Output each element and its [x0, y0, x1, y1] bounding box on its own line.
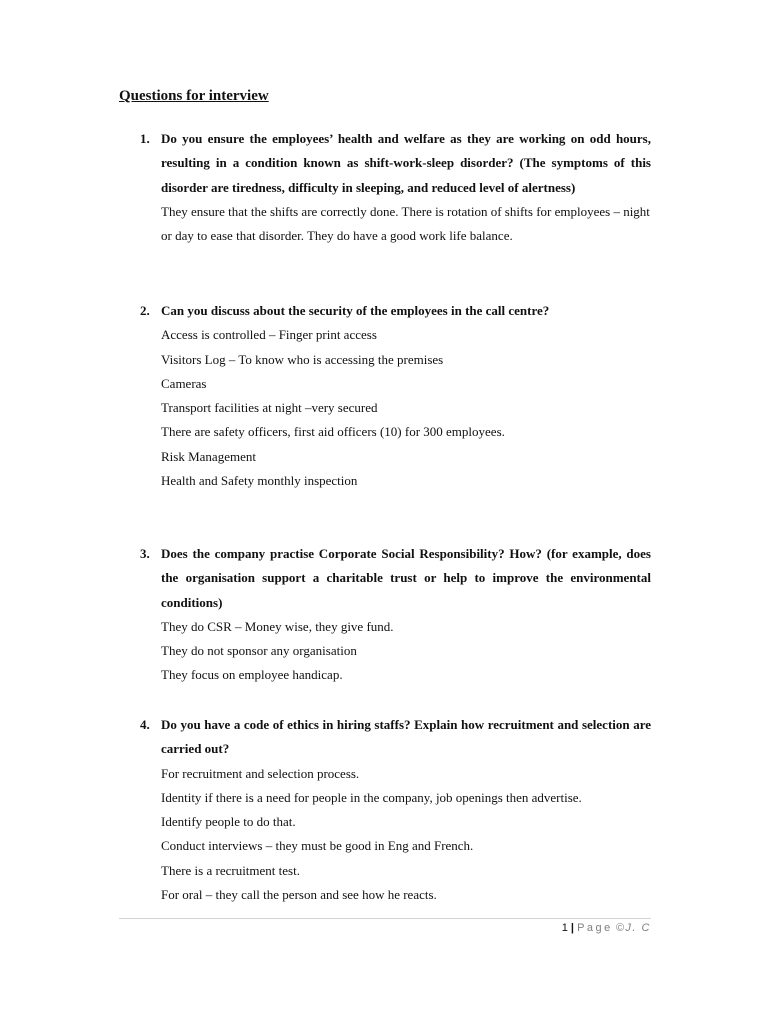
answer-line: There are safety officers, first aid officers (10) for 300 employees. [161, 424, 505, 440]
page-label: Page [577, 922, 613, 934]
answer-block [161, 615, 651, 688]
answer-line: They do not sponsor any organisation [161, 643, 357, 659]
answer-line: They focus on employee handicap. [161, 667, 343, 683]
copyright-mark: ©J. C [615, 922, 651, 934]
question-text: Can you discuss about the security of the employees in the call centre? [161, 303, 550, 318]
answer-line: Identity if there is a need for people in the company, job openings then advertise. [161, 789, 582, 805]
question-item [140, 542, 651, 688]
answer-line: Cameras [161, 375, 207, 391]
answer-line: For oral – they call the person and see how he reacts. [161, 887, 437, 903]
answer-line: Identify people to do that. [161, 814, 296, 830]
question-item [140, 299, 651, 493]
answer-line: Transport facilities at night –very secured [161, 400, 378, 416]
answer-block [161, 323, 651, 493]
question-number: 2. [140, 303, 150, 318]
answer-block [161, 200, 651, 249]
answer-line: They do CSR – Money wise, they give fund. [161, 618, 394, 634]
answer-line: Health and Safety monthly inspection [161, 473, 358, 489]
question-text: Do you ensure the employees’ health and welfare as they are working on odd hours, resulting in a condition known as shift-work-sleep disorder? (The symptoms of this disorder are tiredness, difficulty in sleeping, and reduced level of alertness) [161, 131, 651, 195]
answer-line: Risk Management [161, 448, 256, 464]
question-item [140, 713, 651, 907]
question-number: 4. [140, 717, 150, 732]
question-text: Does the company practise Corporate Social Responsibility? How? (for example, does the organisation support a charitable trust or help to improve the environmental conditions) [161, 546, 651, 610]
footer-separator: | [570, 922, 574, 934]
page-number: 1 [561, 922, 568, 934]
answer-block [161, 762, 651, 908]
answer-line: For recruitment and selection process. [161, 765, 360, 781]
question-text: Do you have a code of ethics in hiring staffs? Explain how recruitment and selection are carried out? [161, 717, 651, 757]
document-title: Questions for interview [119, 88, 269, 104]
answer-line: They ensure that the shifts are correctly done. There is rotation of shifts for employees – night or day to ease that disorder. They do have a good work life balance. [161, 203, 650, 244]
answer-line: Conduct interviews – they must be good in Eng and French. [161, 838, 474, 854]
question-number: 1. [140, 131, 150, 146]
answer-line: Access is controlled – Finger print access [161, 327, 377, 343]
footer-divider [119, 918, 651, 919]
question-item [140, 127, 651, 248]
question-number: 3. [140, 546, 150, 561]
answer-line: Visitors Log – To know who is accessing the premises [161, 351, 444, 367]
answer-line: There is a recruitment test. [161, 862, 300, 878]
page-footer [562, 920, 651, 936]
